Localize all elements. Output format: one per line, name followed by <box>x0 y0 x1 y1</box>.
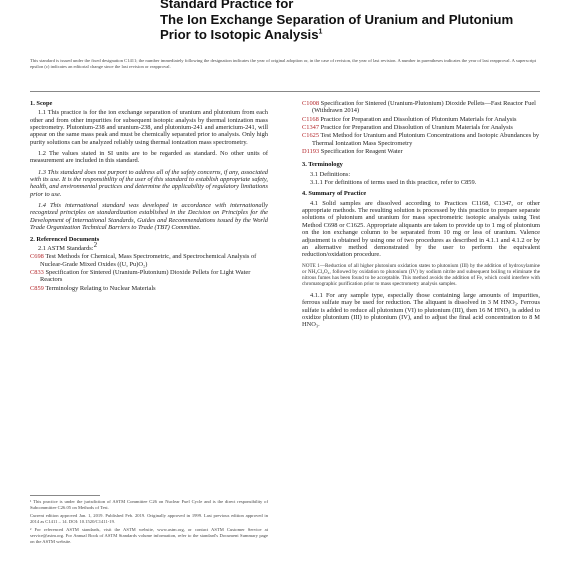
reference-title: Test Methods for Chemical, Mass Spectrometric, and Spectrochemical Analysis of Nuclear-Grade Mixed Oxides ((U, Pu)O₂) <box>40 253 257 268</box>
section-heading-referenced-documents: 2. Referenced Documents <box>30 235 100 243</box>
reference-item <box>302 116 540 123</box>
reference-code-link[interactable]: C698 <box>30 253 44 261</box>
title-footnote-mark: 1 <box>318 28 323 36</box>
header-divider <box>30 91 540 92</box>
right-column <box>302 100 540 333</box>
reference-item <box>302 148 540 155</box>
reference-item <box>30 269 268 284</box>
reference-item <box>302 100 540 115</box>
section-heading-terminology: 3. Terminology <box>302 161 343 169</box>
footnotes <box>30 495 268 547</box>
reference-code-link[interactable]: C1168 <box>302 115 319 123</box>
reference-title: Practice for Preparation and Dissolution of Plutonium Materials for Analysis <box>318 115 517 123</box>
title-line-2: The Ion Exchange Separation of Uranium and Plutonium <box>160 11 514 27</box>
reference-code-link[interactable]: C859 <box>30 284 44 292</box>
reference-title: Terminology Relating to Nuclear Materials <box>43 284 156 292</box>
document-title <box>160 0 540 43</box>
reference-code-link[interactable]: C1008 <box>302 100 320 107</box>
referenced-documents-list <box>30 253 268 292</box>
reference-title: Specification for Sintered (Uranium-Plutonium) Dioxide Pellets—Fast Reactor Fuel (Withdrawn 2014) <box>312 100 536 115</box>
title-line-1: Standard Practice for <box>160 0 294 11</box>
reference-code-link[interactable]: C833 <box>30 269 44 276</box>
note-1: NOTE 1—Reduction of all higher plutonium oxidation states to plutonium (III) by the addition of hydroxylamine or NH₂Cl₂O₄, followed by oxidation to plutonium (IV) by sodium nitrite and subsequent boiling to eliminate the nitrous fumes has been found to be acceptable. This method avoids the addition of Fe, which could interfere with chromatographic purification prior to mass spectrometry analysis samples. <box>302 262 540 287</box>
astm-standards-label: 2.1 ASTM Standards: <box>38 244 94 252</box>
paragraph-1-4: 1.4 This international standard was developed in accordance with internationally recognized principles on standardization established in the Decision on Principles for the Development of International Standards, Guides and Recommendations issued by the World Trade Organization Technical Barriers to Trade (TBT) Committee. <box>30 202 268 232</box>
paragraph-1-2: 1.2 The values stated in SI units are to be regarded as standard. No other units of measurement are included in this standard. <box>30 150 268 165</box>
reference-title: Practice for Preparation and Dissolution of Uranium Materials for Analysis <box>319 124 513 132</box>
left-column <box>30 100 268 293</box>
reference-item <box>302 132 540 147</box>
reference-item <box>302 124 540 131</box>
referenced-documents-list-continued <box>302 100 540 155</box>
paragraph-4-1: 4.1 Solid samples are dissolved according to Practices C1168, C1347, or other appropriate methods. The resulting solution is processed by this practice to prepare separate solutions of plutonium and uranium for mass spectrometric isotopic analysis using Test Method C698 or C1625. Appropriate aliquants are taken to provide up to 1 mg of plutonium on the ion exchange column to be separated from 10 mg or less of uranium. Valence adjustment is obtained by using one of two procedures as described in 4.1.1 and 4.1.2 or by an alternative method demonstrated by the user to perform the equivalent reduction/oxidation procedure. <box>302 199 540 259</box>
reference-item <box>30 285 268 292</box>
reference-code-link[interactable]: C1347 <box>302 124 320 132</box>
title-line-3: Prior to Isotopic Analysis <box>160 27 319 42</box>
footnote-1: ¹ This practice is under the jurisdiction of ASTM Committee C26 on Nuclear Fuel Cycle and is the direct responsibility of Subcommittee C26.05 on Methods of Test. <box>30 499 268 510</box>
astm-standards-footnote-mark: 2 <box>93 240 98 249</box>
standard-designation-note: This standard is issued under the fixed designation C1411; the number immediately following the designation indicates the year of original adoption or, in the case of revision, the year of last revision. A number in parentheses indicates the year of last reapproval. A superscript epsilon (ε) indicates an editorial change since the last revision or reapproval. <box>30 58 536 69</box>
paragraph-1-1: 1.1 This practice is for the ion exchange separation of uranium and plutonium from each other and from other impurities for subsequent isotopic analysis by thermal ionization mass spectrometry. Plutonium-238 and uranium-238, and plutonium-241 and americium-241, will appear on the same mass peak and must be chemically separated prior to analysis. Only high purity solutions can be analyzed reliably using thermal ionization mass spectrometry. <box>30 109 268 146</box>
paragraph-3-1-1: 3.1.1 For definitions of terms used in this practice, refer to C859. <box>310 179 477 187</box>
reference-title: Specification for Sintered (Uranium-Plutonium) Dioxide Pellets for Light Water Reactors <box>40 269 251 284</box>
reference-code-link[interactable]: D1193 <box>302 148 320 156</box>
reference-item <box>30 253 268 268</box>
paragraph-1-3: 1.3 This standard does not purport to address all of the safety concerns, if any, associated with its use. It is the responsibility of the user of this standard to establish appropriate safety, health, and environmental practices and determine the applicability of regulatory limitations prior to use. <box>30 168 268 198</box>
section-heading-summary: 4. Summary of Practice <box>302 190 367 198</box>
reference-code-link[interactable]: C1625 <box>302 132 320 140</box>
footnote-1-edition: Current edition approved Jan. 1, 2019. Published Feb. 2019. Originally approved in 1999. Last previous edition approved in 2014 as C1411 – 14. DOI: 10.1520/C1411-19. <box>30 513 268 524</box>
reference-title: Test Method for Uranium and Plutonium Concentrations and Isotopic Abundances by Thermal Ionization Mass Spectrometry <box>312 132 540 147</box>
footnote-divider <box>30 495 100 496</box>
paragraph-3-1: 3.1 Definitions: <box>310 170 351 178</box>
paragraph-4-1-1: 4.1.1 For any sample type, especially those containing large amounts of impurities, ferrous sulfate may be used for reduction. The aliquant is dissolved in 3 M HNO₃. Ferrous sulfate is added to reduce all plutonium (VI) to plutonium (III), then 16 M HNO₃ is added to oxidize plutonium (III) to plutonium (IV), and to adjust the final acid concentration to 8 M HNO₃. <box>302 291 540 329</box>
reference-title: Specification for Reagent Water <box>319 148 403 156</box>
footnote-2: ² For referenced ASTM standards, visit the ASTM website, www.astm.org, or contact ASTM Customer Service at service@astm.org. For Annual Book of ASTM Standards volume information, refer to the standard's Document Summary page on the ASTM website. <box>30 527 268 544</box>
section-heading-scope: 1. Scope <box>30 100 53 107</box>
